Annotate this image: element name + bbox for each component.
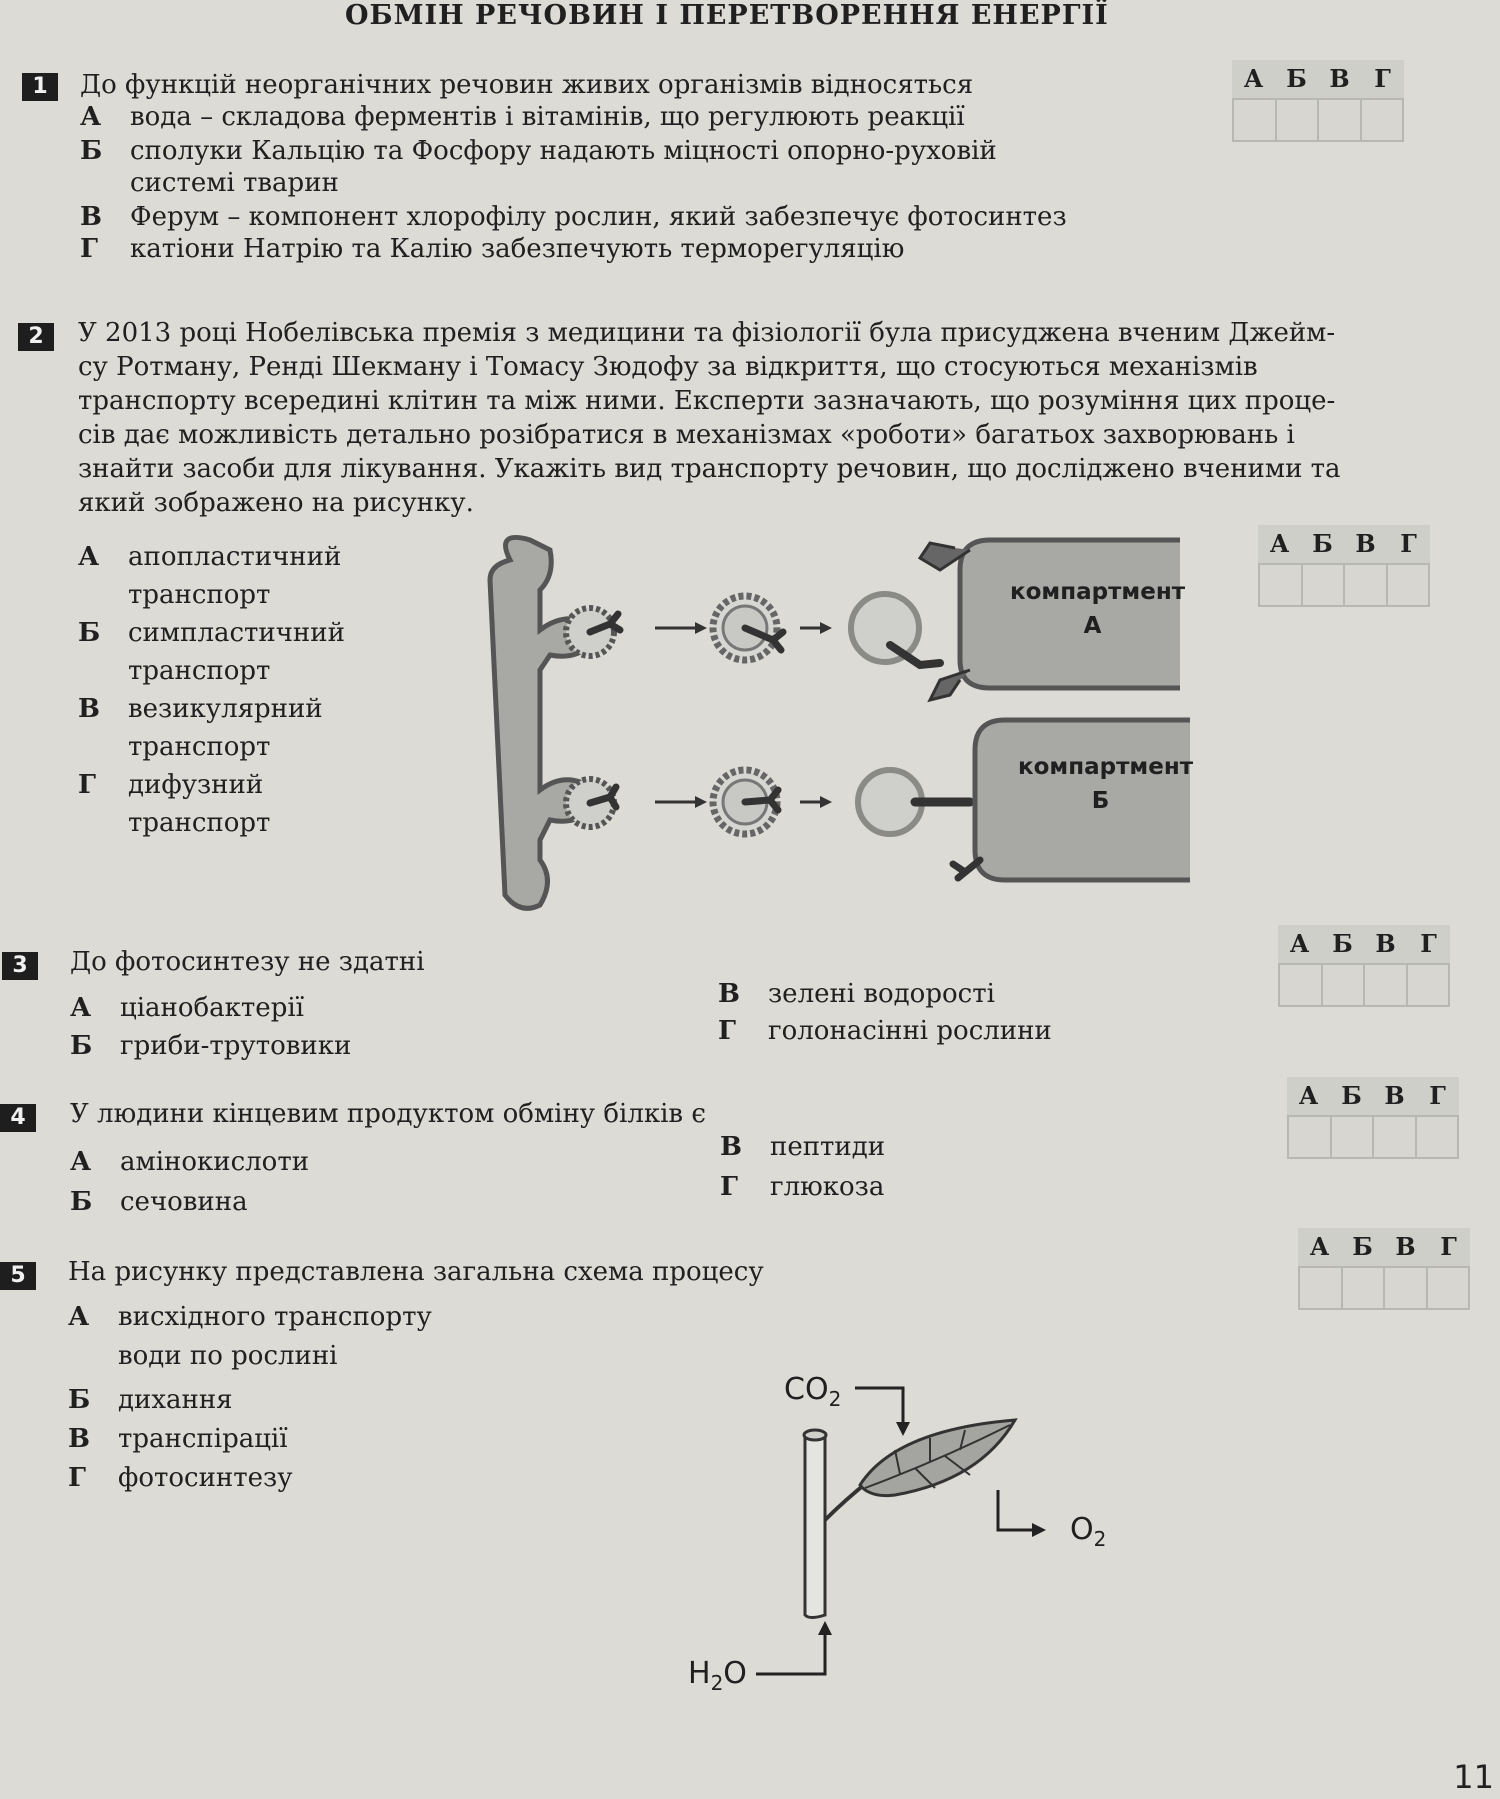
- answer-cell[interactable]: [1289, 1117, 1332, 1157]
- answer-letter: В: [1395, 1232, 1416, 1261]
- answer-letter: В: [1355, 529, 1376, 558]
- answer-cell[interactable]: [1323, 965, 1366, 1005]
- option-letter: Г: [718, 1016, 736, 1046]
- option-text: дифузний: [128, 770, 264, 800]
- answer-letter: Г: [1420, 929, 1437, 958]
- answer-letter: В: [1375, 929, 1396, 958]
- page-number: 11: [1453, 1758, 1494, 1796]
- page-title: ОБМІН РЕЧОВИН І ПЕРЕТВОРЕННЯ ЕНЕРГІЇ: [345, 0, 1109, 31]
- answer-letter: Г: [1440, 1232, 1457, 1261]
- answer-cell[interactable]: [1280, 965, 1323, 1005]
- option-letter: А: [70, 993, 92, 1023]
- answer-letter: А: [1243, 64, 1264, 93]
- compartment-letter: А: [1083, 613, 1102, 639]
- compartment-letter: Б: [1091, 788, 1110, 814]
- option-letter: Г: [80, 234, 98, 264]
- option-letter: В: [78, 694, 100, 724]
- option-letter: В: [720, 1132, 742, 1162]
- answer-cell[interactable]: [1303, 565, 1346, 605]
- answer-cell[interactable]: [1362, 100, 1403, 140]
- option-c[interactable]: [718, 977, 995, 1011]
- formula-tail: O: [723, 1656, 747, 1691]
- formula-subscript: 2: [828, 1387, 842, 1411]
- answer-cell[interactable]: [1300, 1268, 1343, 1308]
- question-stem-line: су Ротману, Ренді Шекману і Томасу Зюдофу за відкриття, що стосуються механізмів: [78, 352, 1258, 382]
- answer-grid[interactable]: [1298, 1228, 1470, 1310]
- answer-letter: В: [1329, 64, 1350, 93]
- option-text-cont: води по рослині: [118, 1341, 338, 1371]
- option-text: голонасінні рослини: [768, 1016, 1052, 1046]
- answer-cell[interactable]: [1332, 1117, 1375, 1157]
- answer-cell[interactable]: [1385, 1268, 1428, 1308]
- option-c[interactable]: [80, 200, 1067, 234]
- option-letter: Б: [78, 618, 101, 648]
- option-letter: Г: [720, 1172, 738, 1202]
- answer-cell[interactable]: [1319, 100, 1362, 140]
- option-letter: Г: [78, 770, 96, 800]
- option-text: висхідного транспорту: [118, 1302, 432, 1332]
- question-number: 1: [22, 73, 58, 101]
- option-d[interactable]: [80, 232, 904, 266]
- option-text: дихання: [118, 1385, 233, 1415]
- compartment-a-label: [1010, 575, 1186, 643]
- option-b[interactable]: [68, 1383, 233, 1417]
- answer-letter: Б: [1312, 529, 1333, 558]
- question-number: 2: [18, 323, 54, 351]
- answer-letter: А: [1269, 529, 1290, 558]
- option-text: сполуки Кальцію та Фосфору надають міцності опорно-руховій: [130, 136, 997, 166]
- option-letter: Г: [68, 1463, 86, 1493]
- option-text: везикулярний: [128, 694, 323, 724]
- answer-grid[interactable]: [1287, 1077, 1459, 1159]
- option-a[interactable]: [80, 100, 965, 134]
- question-stem-line: знайти засоби для лікування. Укажіть вид транспорту речовин, що досліджено вченими та: [78, 454, 1341, 484]
- option-letter: Б: [80, 136, 103, 166]
- option-d[interactable]: [718, 1014, 1052, 1048]
- option-b[interactable]: [80, 134, 997, 168]
- option-text-cont: транспорт: [128, 732, 271, 762]
- option-letter: А: [68, 1302, 90, 1332]
- option-c[interactable]: [720, 1130, 885, 1164]
- compartment-label: компартмент: [1010, 579, 1186, 605]
- option-letter: А: [80, 102, 102, 132]
- answer-letter: А: [1309, 1232, 1330, 1261]
- option-text: вода – складова ферментів і вітамінів, що регулюють реакції: [130, 102, 965, 132]
- answer-cell[interactable]: [1428, 1268, 1469, 1308]
- option-c[interactable]: [68, 1422, 288, 1456]
- answer-grid[interactable]: [1258, 525, 1430, 607]
- answer-letter: Г: [1400, 529, 1417, 558]
- answer-letter: В: [1384, 1081, 1405, 1110]
- question-number: 3: [2, 952, 38, 980]
- option-letter: В: [80, 202, 102, 232]
- question-stem: У людини кінцевим продуктом обміну білків є: [70, 1099, 706, 1129]
- option-text: фотосинтезу: [118, 1463, 293, 1493]
- answer-letter: Б: [1341, 1081, 1362, 1110]
- option-text-cont: транспорт: [128, 580, 271, 610]
- formula-base: O: [1070, 1512, 1094, 1547]
- answer-letter: А: [1298, 1081, 1319, 1110]
- answer-letter: Г: [1429, 1081, 1446, 1110]
- answer-cell[interactable]: [1343, 1268, 1386, 1308]
- answer-cell[interactable]: [1345, 565, 1388, 605]
- answer-letter: Б: [1332, 929, 1353, 958]
- option-b[interactable]: [70, 1185, 248, 1219]
- option-letter: А: [78, 542, 100, 572]
- option-letter: Б: [70, 1031, 93, 1061]
- option-text: гриби-трутовики: [120, 1031, 352, 1061]
- answer-cell[interactable]: [1417, 1117, 1458, 1157]
- answer-letter: Б: [1352, 1232, 1373, 1261]
- option-text: пептиди: [770, 1132, 886, 1162]
- option-d[interactable]: [720, 1170, 884, 1204]
- question-stem: На рисунку представлена загальна схема процесу: [68, 1257, 764, 1287]
- h2o-label: [688, 1656, 747, 1695]
- formula-subscript: 2: [1093, 1527, 1107, 1551]
- question-stem-line: транспорту всередині клітин та між ними. Експерти зазначають, що розуміння цих проце-: [78, 386, 1336, 416]
- option-letter: Б: [68, 1385, 91, 1415]
- answer-grid[interactable]: [1278, 925, 1450, 1007]
- option-letter: А: [70, 1147, 92, 1177]
- co2-arrow: [855, 1388, 903, 1425]
- answer-cell[interactable]: [1277, 100, 1320, 140]
- question-number: 4: [0, 1104, 36, 1132]
- option-b[interactable]: [70, 1029, 351, 1063]
- plant-stem: [805, 1435, 825, 1618]
- o2-arrow: [998, 1490, 1035, 1530]
- option-text-cont: транспорт: [128, 656, 271, 686]
- o2-label: [1070, 1512, 1106, 1551]
- question-number: 5: [0, 1262, 36, 1290]
- question-stem-line: який зображено на рисунку.: [78, 488, 474, 518]
- option-letter: Б: [70, 1187, 93, 1217]
- answer-letter: Б: [1286, 64, 1307, 93]
- option-d[interactable]: [78, 768, 263, 802]
- option-letter: В: [718, 979, 740, 1009]
- option-letter: В: [68, 1424, 90, 1454]
- answer-cell[interactable]: [1260, 565, 1303, 605]
- option-c[interactable]: [78, 692, 323, 726]
- option-text: сечовина: [120, 1187, 248, 1217]
- answer-cell[interactable]: [1234, 100, 1277, 140]
- formula-subscript: 2: [710, 1671, 724, 1695]
- answer-letter: А: [1289, 929, 1310, 958]
- option-text: симпластичний: [128, 618, 345, 648]
- question-stem: До фотосинтезу не здатні: [70, 947, 425, 977]
- option-a[interactable]: [70, 991, 304, 1025]
- option-text-cont: транспорт: [128, 808, 271, 838]
- option-text-cont: системі тварин: [130, 168, 339, 198]
- option-text: глюкоза: [770, 1172, 885, 1202]
- formula-base: H: [688, 1656, 711, 1691]
- option-text: апопластичний: [128, 542, 342, 572]
- answer-cell[interactable]: [1388, 565, 1429, 605]
- option-a[interactable]: [70, 1145, 309, 1179]
- option-a[interactable]: [78, 540, 341, 574]
- answer-cell[interactable]: [1374, 1117, 1417, 1157]
- h2o-arrow: [756, 1632, 825, 1674]
- answer-grid[interactable]: [1232, 60, 1404, 142]
- compartment-label: компартмент: [1018, 754, 1194, 780]
- option-d[interactable]: [68, 1461, 293, 1495]
- question-stem-line: У 2013 році Нобелівська премія з медицини та фізіології була присуджена вченим Джейм-: [78, 318, 1336, 348]
- option-b[interactable]: [78, 616, 345, 650]
- question-stem-line: сів дає можливість детально розібратися в механізмах «роботи» багатьох захворювань і: [78, 420, 1295, 450]
- answer-cell[interactable]: [1408, 965, 1449, 1005]
- option-text: транспірації: [118, 1424, 288, 1454]
- option-text: ціанобактерії: [120, 993, 304, 1023]
- answer-cell[interactable]: [1365, 965, 1408, 1005]
- option-text: амінокислоти: [120, 1147, 310, 1177]
- option-a[interactable]: [68, 1300, 432, 1334]
- answer-letter: Г: [1374, 64, 1391, 93]
- option-text: катіони Натрію та Калію забезпечують терморегуляцію: [130, 234, 905, 264]
- question-stem: До функцій неорганічних речовин живих організмів відносяться: [80, 70, 974, 100]
- option-text: Ферум – компонент хлорофілу рослин, який забезпечує фотосинтез: [130, 202, 1067, 232]
- co2-label: [784, 1372, 841, 1411]
- formula-base: CO: [784, 1372, 829, 1407]
- compartment-b-label: [1018, 750, 1194, 818]
- option-text: зелені водорості: [768, 979, 995, 1009]
